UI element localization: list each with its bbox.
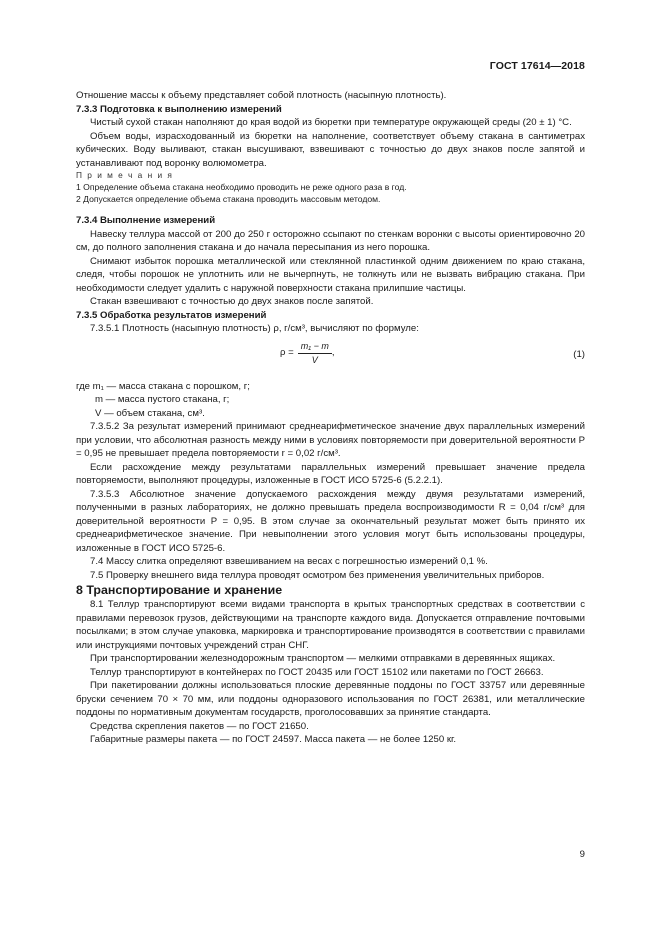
paragraph: При транспортировании железнодорожным транспортом — мелкими отправками в деревянных ящиках.: [90, 653, 556, 664]
formula-lhs: ρ =: [280, 346, 294, 358]
paragraph: 7.5 Проверку внешнего вида теллура проводят осмотром без применения увеличительных приборов.: [90, 569, 545, 581]
paragraph: Теллур транспортируют в контейнерах по ГОСТ 20435 или ГОСТ 15102 или пакетами по ГОСТ 26663.: [90, 666, 544, 678]
paragraph: Снимают избыток порошка металлической или стеклянной пластинкой одним движением по краю стакана, следя, чтобы порошок не уплотнить или не вычерпнуть, не толкнуть или не вызвать вибрацию стакана. При необходимости следует удалить с наружной поверхности стакана прилипшие частицы.: [76, 255, 585, 294]
paragraph: Стакан взвешивают с точностью до двух знаков после запятой.: [90, 296, 374, 307]
paragraph: 7.4 Массу слитка определяют взвешиванием на весах с погрешностью измерений 0,1 %.: [90, 556, 488, 567]
subsection-heading-7-3-3: 7.3.3 Подготовка к выполнению измерений: [76, 103, 282, 115]
paragraph: Если расхождение между результатами параллельных измерений превышает значение предела повторяемости, выполняют процедуры, изложенные в ГОСТ ИСО 5725-6 (5.2.2.1).: [76, 461, 585, 486]
paragraph: При пакетировании должны использоваться плоские деревянные поддоны по ГОСТ 33757 или деревянные бруски сечением 70 × 70 мм, или поддоны одноразового использования по ГОСТ 26381, или металлические поддоны по нормативным документам государств, проголосовавших за принятие стандарта.: [76, 680, 585, 718]
paragraph: Габаритные размеры пакета — по ГОСТ 24597. Масса пакета — не более 1250 кг.: [90, 734, 457, 745]
notes-title: П р и м е ч а н и я: [76, 170, 174, 180]
paragraph: Объем воды, израсходованный из бюретки на наполнение, соответствует объему стакана в сантиметрах кубических. Воду выливают, стакан высушивают, взвешивают с точностью до двух знаков после запятой и устанавливают под воронку волюмометра.: [76, 130, 585, 169]
note-1: 1 Определение объема стакана необходимо проводить не реже одного раза в год.: [76, 182, 407, 192]
where-item: где m₁ — масса стакана с порошком, г;: [76, 380, 250, 392]
page-number: 9: [579, 849, 585, 860]
formula-numerator: m₁ − m: [298, 340, 332, 354]
standard-designation: ГОСТ 17614—2018: [489, 60, 585, 72]
paragraph: 7.3.5.1 Плотность (насыпную плотность) ρ, г/см³, вычисляют по формуле:: [90, 323, 419, 334]
section-heading-8: 8 Транспортирование и хранение: [76, 583, 283, 597]
paragraph: Чистый сухой стакан наполняют до края водой из бюретки при температуре окружающей среды (20 ± 1) °С.: [90, 117, 572, 128]
paragraph: 7.3.5.2 За результат измерений принимают среднеарифметическое значение двух параллельных измерений при условии, что абсолютная разность между ними в условиях повторяемости при доверительной вероятности P = 0,95 не превышает предела повторяемости r = 0,02 г/см³.: [76, 421, 585, 459]
formula-denominator: V: [311, 354, 318, 365]
where-item: V — объем стакана, см³.: [95, 407, 205, 419]
paragraph: Средства скрепления пакетов — по ГОСТ 21650.: [90, 720, 309, 732]
subsection-heading-7-3-5: 7.3.5 Обработка результатов измерений: [76, 309, 267, 321]
formula-number: (1): [573, 348, 585, 360]
paragraph: Навеску теллура массой от 200 до 250 г осторожно ссыпают по стенкам воронки с высоты ориентировочно 20 см, до полного заполнения стакана и до начала пересыпания из него порошка.: [76, 228, 585, 253]
paragraph: 7.3.5.3 Абсолютное значение допускаемого расхождения между двумя результатами измерений, полученными в разных лабораториях, не должно превышать предела воспроизводимости R = 0,04 г/см³ для доверительной вероятности P = 0,95. В этом случае за окончательный результат может быть принято их среднеарифметическое значение. При невыполнении этого условия могут быть использованы процедуры, изложенные в ГОСТ ИСО 5725-6.: [76, 488, 585, 554]
where-item: m — масса пустого стакана, г;: [95, 394, 230, 405]
paragraph: Отношение массы к объему представляет собой плотность (насыпную плотность).: [76, 90, 447, 101]
formula-tail: ,: [331, 346, 335, 358]
paragraph: 8.1 Теллур транспортируют всеми видами транспорта в крытых транспортных средствах в соответствии с правилами перевозок грузов, действующими на транспорте каждого вида. Допускается отправление почтовыми посылками; в этом случае упаковка, маркировка и транспортирование производятся в соответствии с правилами или инструкциями почтовых учреждений стран СНГ.: [76, 599, 585, 651]
page-content: [76, 89, 585, 747]
subsection-heading-7-3-4: 7.3.4 Выполнение измерений: [76, 215, 216, 226]
note-2: 2 Допускается определение объема стакана проводить массовым методом.: [76, 194, 381, 204]
formula-1: [76, 339, 585, 375]
